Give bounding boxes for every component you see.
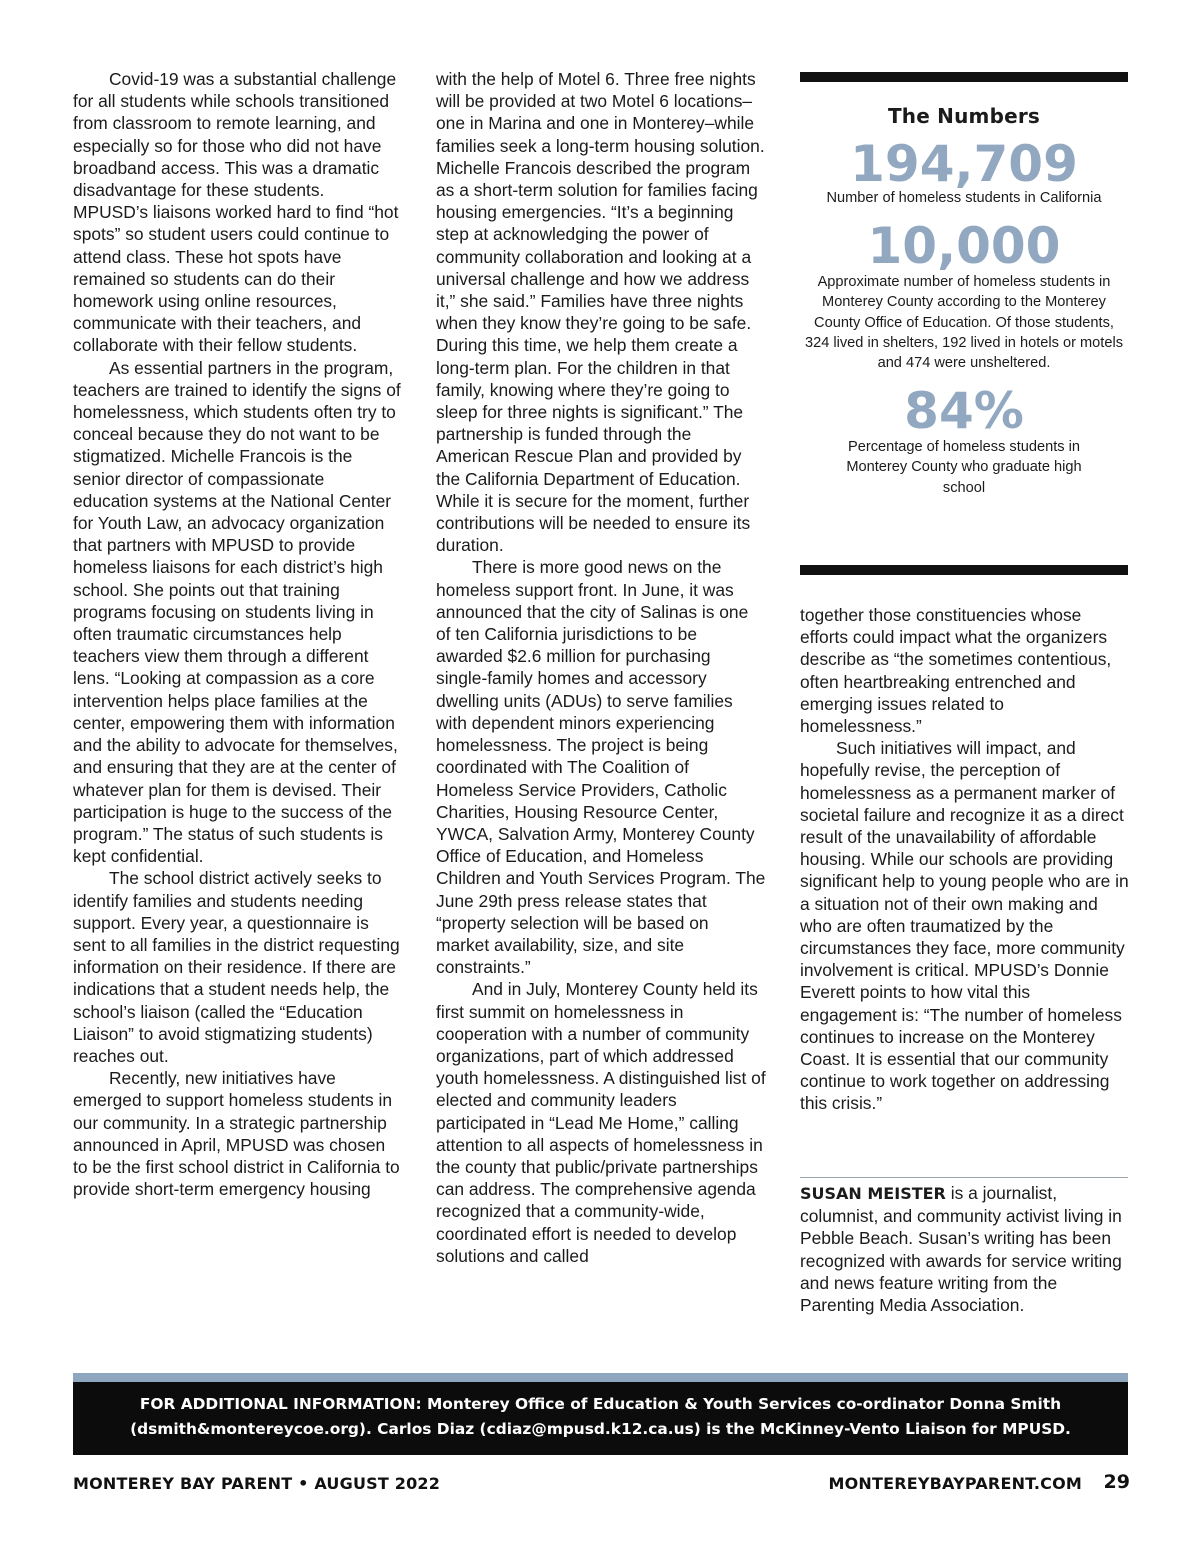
info-label: FOR ADDITIONAL INFORMATION: xyxy=(139,1395,422,1413)
paragraph: And in July, Monterey County held its first summit on homelessness in cooperation with a number of community organizations, part of which addressed youth homelessness. A distinguished list of elected and community leaders participated in “Lead Me Home,” calling attention to all aspects of homelessness in the county that public/private partnerships can address. The comprehensive agenda recognized that a community-wide, coordinated effort is needed to develop solutions and called xyxy=(436,979,766,1266)
paragraph: Recently, new initiatives have emerged to support homeless students in our community. In a strategic partnership announced in April, MPUSD was chosen to be the first school district in California to provide short-term emergency housing xyxy=(73,1068,400,1200)
paragraph: Covid-19 was a substantial challenge for all students while schools transitioned from classroom to remote learning, and especially so for those who did not have broadband access. This was a dramatic disadvantage for these students. MPUSD’s liaisons worked hard to find “hot spots” so student users could continue to attend class. These hot spots have remained so students can do their homework using online resources, communicate with their teachers, and collaborate with their fellow students. xyxy=(73,69,399,356)
footer-publication: MONTEREY BAY PARENT • AUGUST 2022 xyxy=(73,1474,441,1493)
info-body: Monterey Office of Education & Youth Services co-ordinator Donna Smith (dsmith&montereycoe.org). Carlos Diaz (cdiaz@mpusd.k12.ca.us) is the McKinney-Vento Liaison for MPUSD. xyxy=(130,1395,1071,1438)
paragraph: The school district actively seeks to identify families and students needing support. Every year, a questionnaire is sent to all families in the district requesting information on their residence. If there are indications that a student needs help, the school’s liaison (called the “Education Liaison” to avoid stigmatizing students) reaches out. xyxy=(73,868,400,1066)
paragraph: There is more good news on the homeless support front. In June, it was announced that the city of Salinas is one of ten California jurisdictions to be awarded $2.6 million for purchasing single-family homes and accessory dwelling units (ADUs) to serve families with dependent minors experiencing homelessness. The project is being coordinated with The Coalition of Homeless Service Providers, Catholic Charities, Housing Resource Center, YWCA, Salvation Army, Monterey County Office of Education, and Homeless Children and Youth Services Program. The June 29th press release states that “property selection will be based on market availability, size, and site constraints.” xyxy=(436,557,766,978)
numbers-sidebar xyxy=(800,72,1128,575)
stat-value: 194,709 xyxy=(850,135,1078,193)
article-column-2 xyxy=(436,68,766,1267)
stat-description: Percentage of homeless students in Monterey County who graduate high school xyxy=(846,439,1082,496)
top-rule xyxy=(800,72,1128,82)
bottom-rule xyxy=(800,565,1128,575)
paragraph: together those constituencies whose efforts could impact what the organizers describe as “the sometimes contentious, often heartbreaking entrenched and emerging issues related to homelessness.” xyxy=(800,605,1112,737)
paragraph: with the help of Motel 6. Three free nights will be provided at two Motel 6 locations–one in Marina and one in Monterey–while families seek a long-term housing solution. Michelle Francois described the program as a short-term solution for families facing housing emergencies. “It’s a beginning step at acknowledging the power of community collaboration and looking at a universal challenge and how we address it,” she said.” Families have three nights when they know they’re going to be safe. During this time, we help them create a long-term plan. For the children in that family, knowing where they’re going to sleep for three nights is significant.” The partnership is funded through the American Rescue Plan and provided by the California Department of Education. While it is secure for the moment, further contributions will be needed to ensure its duration. xyxy=(436,69,765,556)
page-number: 29 xyxy=(1103,1471,1130,1493)
stat-value: 84% xyxy=(904,382,1024,441)
article-column-1 xyxy=(73,68,403,1200)
stat-description: Approximate number of homeless students in Monterey County according to the Monterey County Office of Education. Of those students, 324 lived in shelters, 192 lived in hotels or motels and 474 were unsheltered. xyxy=(805,274,1123,372)
stat-description: Number of homeless students in California xyxy=(826,190,1102,206)
author-name: SUSAN MEISTER xyxy=(800,1184,946,1203)
bio-text: is a journalist, columnist, and community activist living in Pebble Beach. Susan’s writing has been recognized with awards for service writing and news feature writing from the Parenting Media Association. xyxy=(800,1183,1122,1316)
paragraph: Such initiatives will impact, and hopefully revise, the perception of homelessness as a permanent marker of societal failure and recognize it as a direct result of the unavailability of affordable housing. While our schools are providing significant help to young people who are in a situation not of their own making and who are often traumatized by the circumstances they face, more community involvement is critical. MPUSD’s Donnie Everett points to how vital this engagement is: “The number of homeless continues to increase on the Monterey Coast. It is essential that our community continue to work together on addressing this crisis.” xyxy=(800,738,1129,1114)
additional-info-bar xyxy=(73,1373,1128,1455)
article-column-3 xyxy=(800,604,1130,1115)
bio-divider xyxy=(800,1177,1128,1178)
info-bar-accent xyxy=(73,1373,1128,1382)
stat-value: 10,000 xyxy=(867,217,1061,276)
author-bio xyxy=(800,1182,1130,1316)
paragraph: As essential partners in the program, teachers are trained to identify the signs of homelessness, which students often try to conceal because they do not want to be stigmatized. Michelle Francois is the senior director of compassionate education systems at the National Center for Youth Law, an advocacy organization that partners with MPUSD to provide homeless liaisons for each district’s high school. She points out that training programs focusing on students living in often traumatic circumstances help teachers view them through a different lens. “Looking at compassion as a core intervention helps place families at the center, empowering them with information and the ability to advocate for themselves, and ensuring that they are at the center of whatever plan for them is devised. Their participation is huge to the success of the program.” The status of such students is kept confidential. xyxy=(73,357,401,867)
info-text xyxy=(91,1382,1111,1442)
footer-website: MONTEREYBAYPARENT.COM xyxy=(828,1474,1082,1493)
numbers-title: The Numbers xyxy=(887,104,1041,128)
